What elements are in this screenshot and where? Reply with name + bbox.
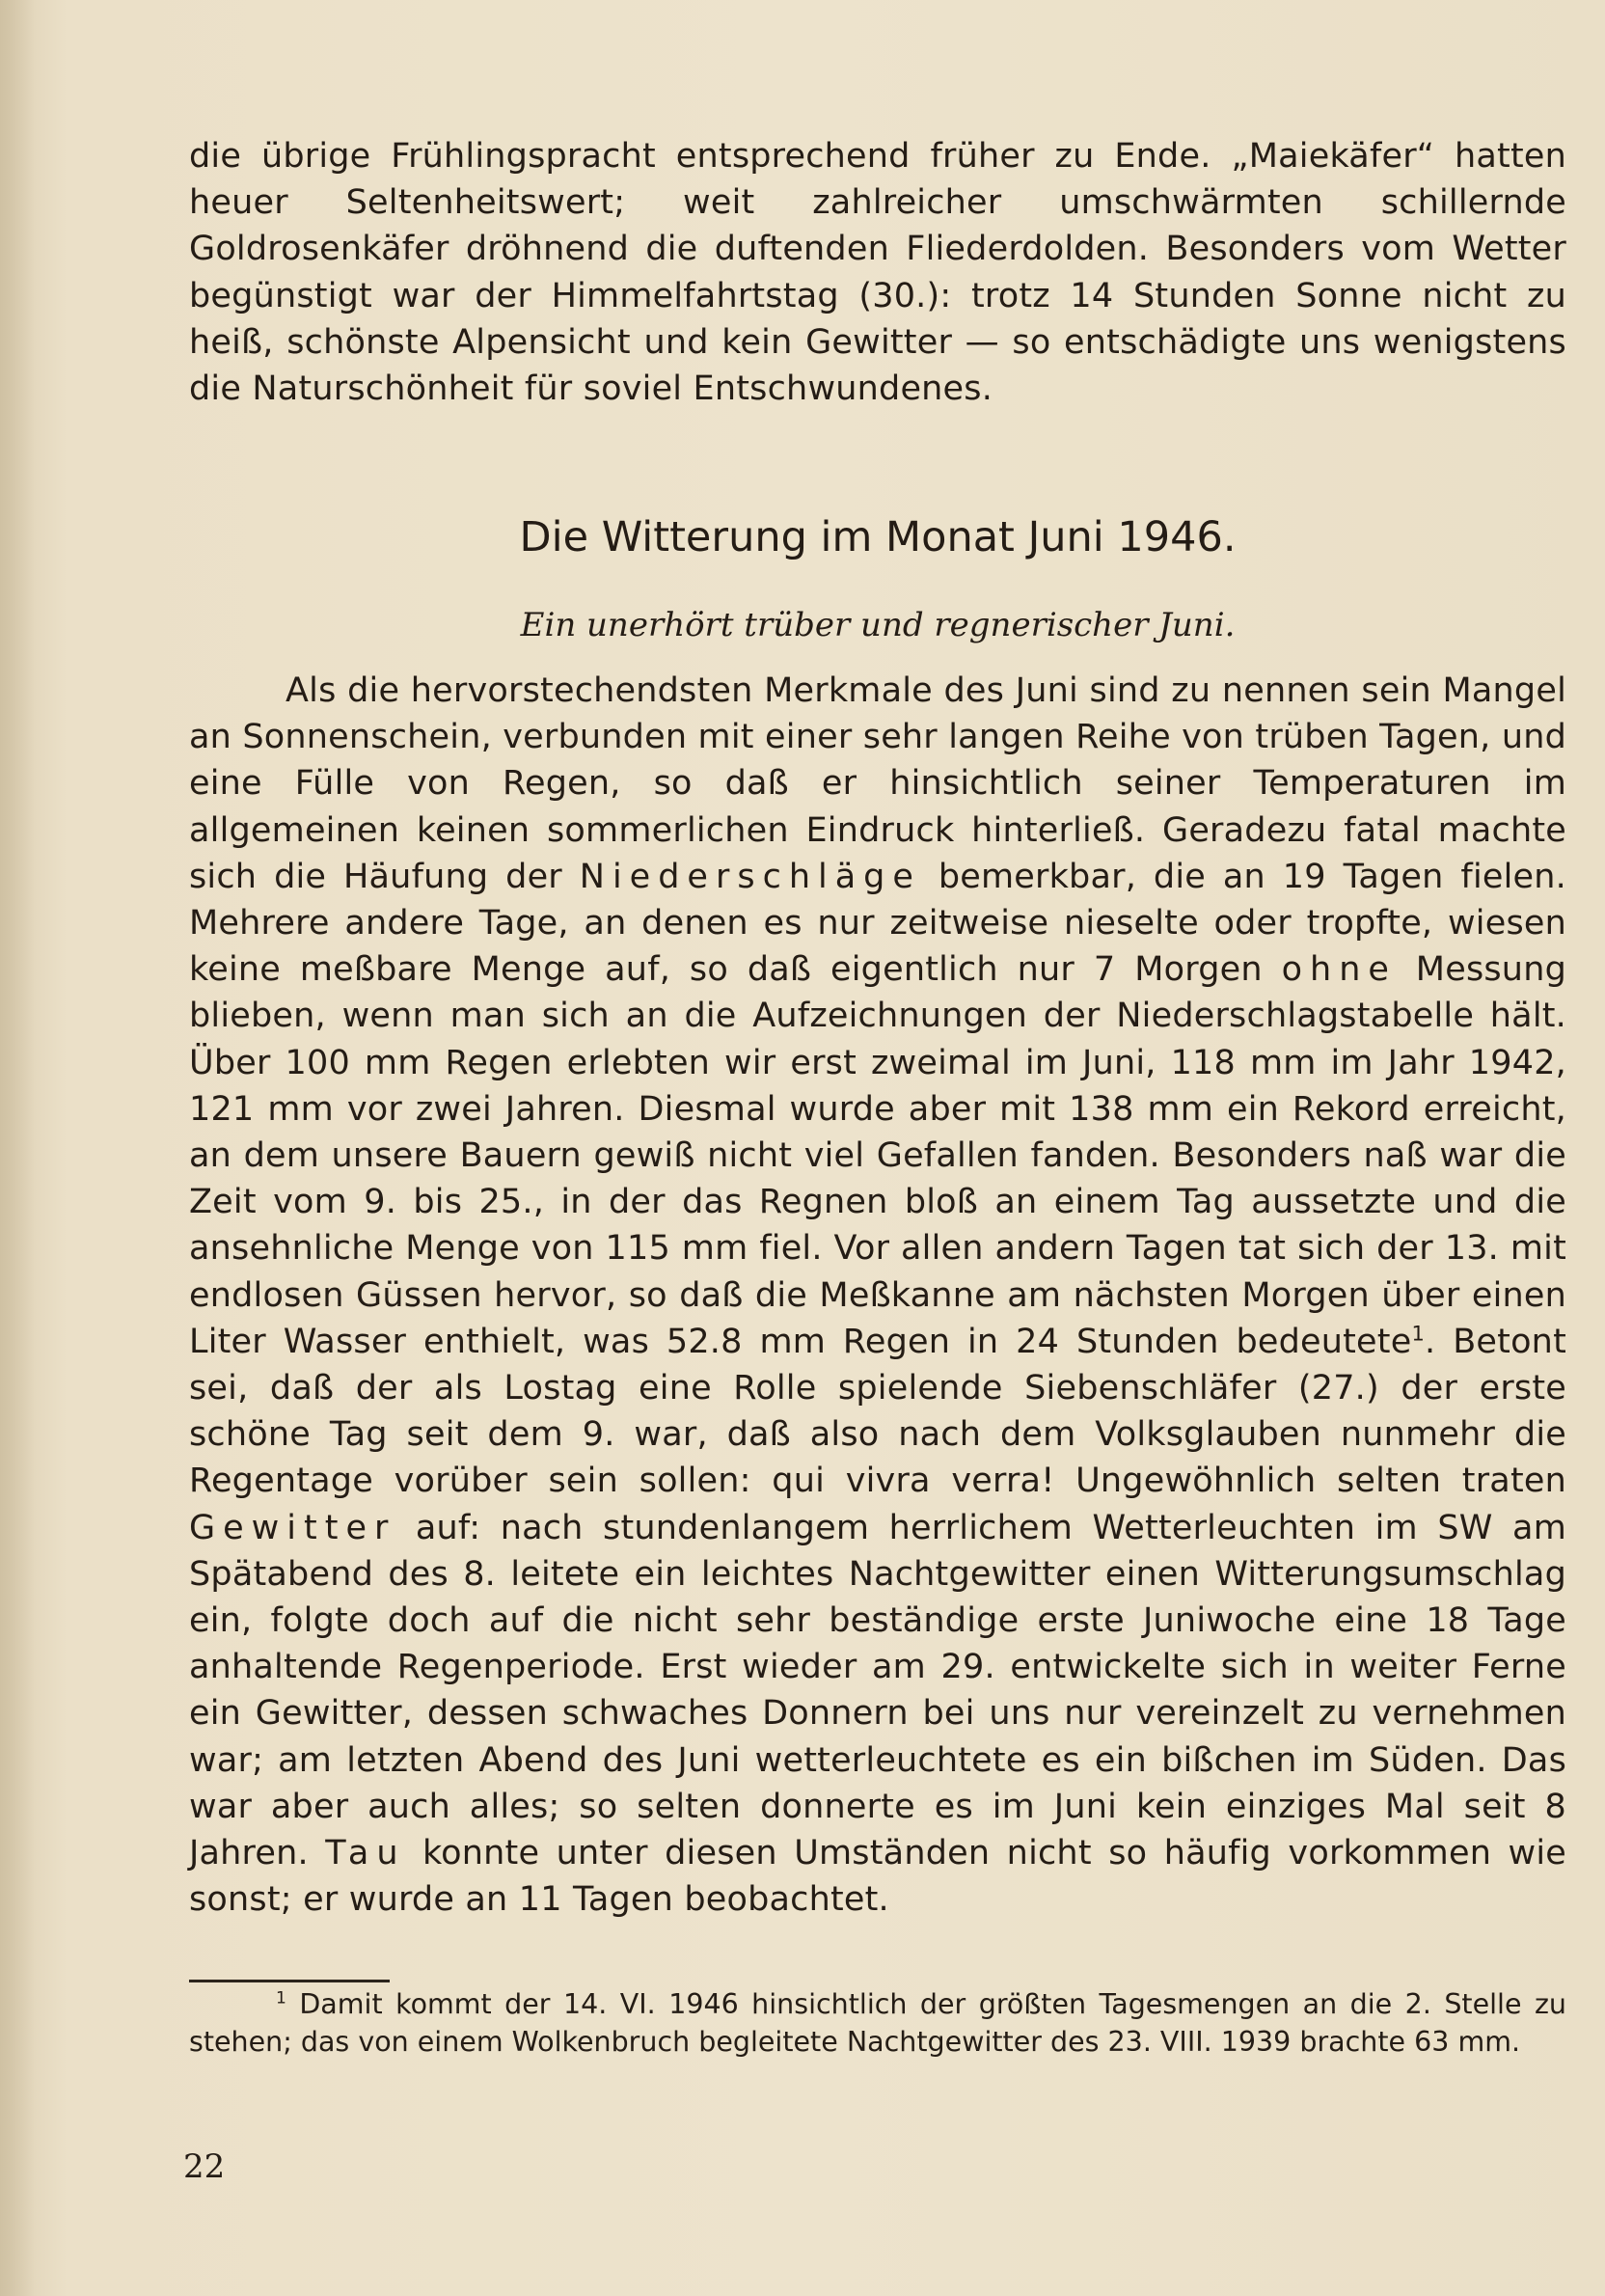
text-run: Als die hervorstechendsten Merkmale des Juni sind zu nennen sein Mangel an Sonnenschein, verbunden mit einer sehr langen Reihe von trüben Tagen, und eine Fülle von Regen, so daß er hinsichtlich seiner Temperaturen im allgemeinen keinen sommerlichen Eindruck hinterließ. Geradezu fatal machte sich die Häufung der — [189, 671, 1566, 896]
footnote-marker: 1 — [276, 1988, 286, 2009]
text-run: auf: nach stundenlangem herrlichem Wetterleuchten im SW am Spätabend des 8. leitete ein leichtes Nachtgewitter einen Witterungsumschlag ein, folgte doch auf die nicht sehr beständige erste Juniwoche eine 18 Tage anhaltende Regenperiode. Erst wieder am 29. entwickelte sich in weiter Ferne ein Gewitter, dessen schwaches Donnern bei uns nur vereinzelt zu vernehmen war; am letzten Abend des Juni wetterleuchtete es ein bißchen im Süden. Das war aber auch alles; so selten donnerte es im Juni kein einziges Mal seit 8 Jahren. — [189, 1508, 1566, 1873]
paragraph-june-weather — [189, 668, 1566, 1923]
spaced-emphasis: Niederschläge — [579, 857, 921, 896]
text-run: bemerkbar, die an 19 Tagen fielen. Mehrere andere Tage, an denen es nur zeitweise nieselte oder tropfte, wiesen keine meßbare Menge auf, so daß eigentlich nur 7 Morgen — [189, 857, 1566, 990]
spaced-emphasis: ohne — [1281, 950, 1397, 990]
spaced-emphasis: Gewitter — [189, 1508, 396, 1547]
section-subheading: Ein unerhört trüber und regnerischer Juni. — [520, 606, 1236, 644]
spaced-emphasis: Tau — [325, 1834, 406, 1873]
text-run: Messung blieben, wenn man sich an die Aufzeichnungen der Niederschlagstabelle hält. Über 100 mm Regen erlebten wir erst zweimal im Juni, 118 mm im Jahr 1942, 121 mm vor zwei Jahren. Diesmal wurde aber mit 138 mm ein Rekord erreicht, an dem unsere Bauern gewiß nicht viel Gefallen fanden. Besonders naß war die Zeit vom 9. bis 25., in der das Regnen bloß an einem Tag aussetzte und die ansehnliche Menge von 115 mm fiel. Vor allen andern Tagen tat sich der 13. mit endlosen Güssen hervor, so daß die Meßkanne am nächsten Morgen über einen Liter Wasser enthielt, was 52.8 mm Regen in 24 Stunden bedeutete — [189, 950, 1566, 1361]
paragraph-continuation: die übrige Frühlingspracht entsprechend früher zu Ende. „Maiekäfer“ hatten heuer Seltenheitswert; weit zahlreicher umschwärmten schillernde Goldrosenkäfer dröhnend die duftenden Fliederdolden. Besonders vom Wetter begünstigt war der Himmelfahrtstag (30.): trotz 14 Stunden Sonne nicht zu heiß, schönste Alpensicht und kein Gewitter — so entschädigte uns wenigstens die Naturschönheit für soviel Entschwundenes. — [189, 137, 1566, 409]
section-heading: Die Witterung im Monat Juni 1946. — [519, 513, 1237, 561]
footnote — [189, 1985, 1566, 2061]
text-run: . Betont sei, daß der als Lostag eine Rolle spielende Siebenschläfer (27.) der erste schöne Tag seit dem 9. war, daß also nach dem Volksglauben nunmehr die Regentage vorüber sein sollen: qui vivra verra! Ungewöhnlich selten traten — [189, 1322, 1566, 1501]
footnote-text: Damit kommt der 14. VI. 1946 hinsichtlich der größten Tagesmengen an die 2. Stelle zu stehen; das von einem Wolkenbruch begleitete Nachtgewitter des 23. VIII. 1939 brachte 63 mm. — [189, 1988, 1566, 2058]
footnote-reference: 1 — [1411, 1322, 1426, 1346]
page-number: 22 — [183, 2147, 226, 2186]
footnote-separator — [189, 1980, 390, 1982]
text-run: konnte unter diesen Umständen nicht so häufig vorkommen wie sonst; er wurde an 11 Tagen beobachtet. — [189, 1834, 1567, 1920]
